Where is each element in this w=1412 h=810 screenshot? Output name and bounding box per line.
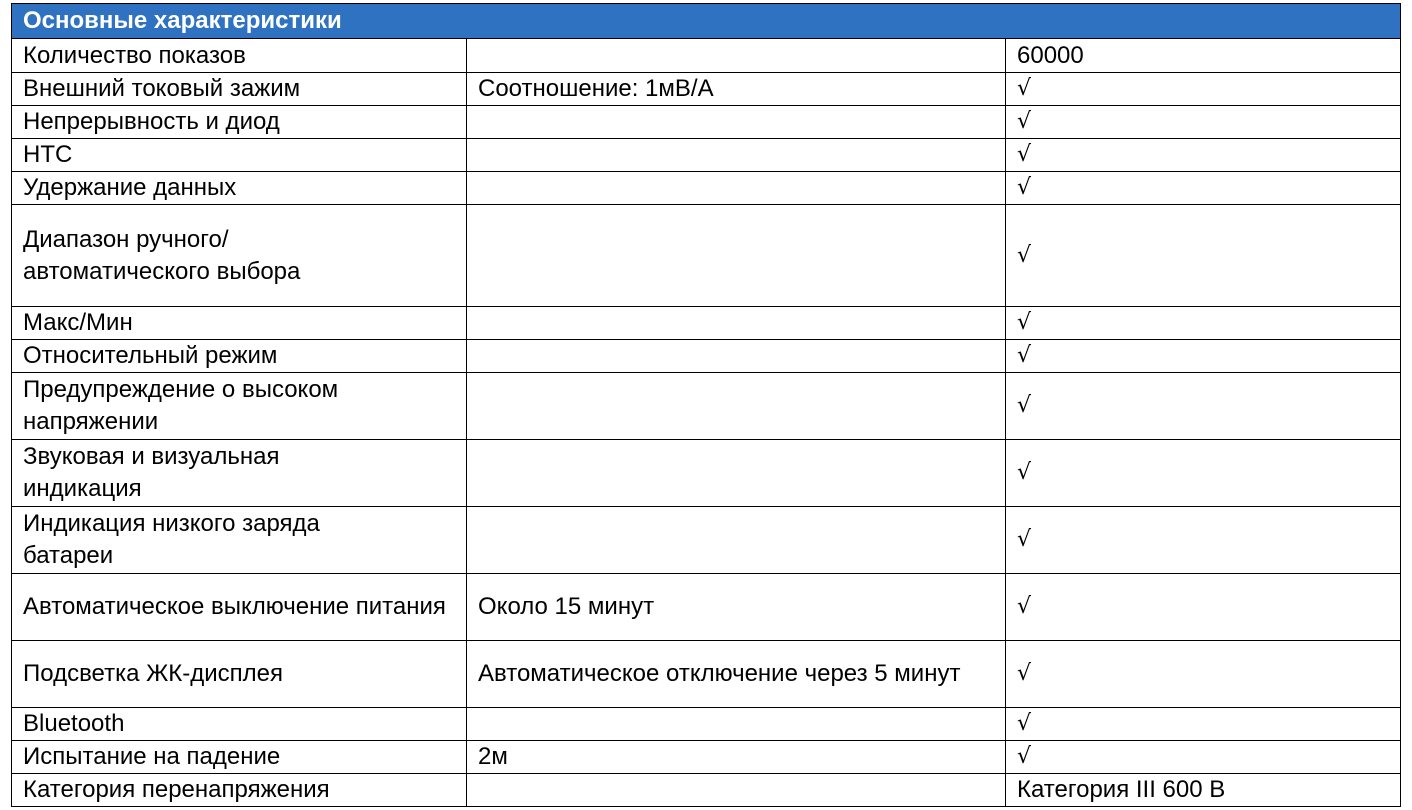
detail-cell xyxy=(467,205,1006,307)
table-header-row xyxy=(12,4,1401,39)
detail-cell xyxy=(467,106,1006,139)
table-row xyxy=(12,574,1401,641)
feature-cell: Подсветка ЖК-дисплея xyxy=(12,641,467,708)
check-mark-cell: √ xyxy=(1006,172,1401,205)
check-mark-cell: √ xyxy=(1006,574,1401,641)
detail-cell xyxy=(467,139,1006,172)
detail-cell xyxy=(467,774,1006,807)
feature-cell: Макс/Мин xyxy=(12,307,467,340)
table-row xyxy=(12,39,1401,73)
feature-cell: Относительный режим xyxy=(12,340,467,373)
check-mark-cell: √ xyxy=(1006,507,1401,574)
detail-cell xyxy=(467,39,1006,73)
check-mark-cell: √ xyxy=(1006,139,1401,172)
feature-cell: НТС xyxy=(12,139,467,172)
check-mark-cell: √ xyxy=(1006,373,1401,440)
feature-cell: Bluetooth xyxy=(12,708,467,741)
detail-cell xyxy=(467,507,1006,574)
detail-cell xyxy=(467,440,1006,507)
check-mark-cell: √ xyxy=(1006,440,1401,507)
table-row xyxy=(12,774,1401,807)
feature-cell: Внешний токовый зажим xyxy=(12,73,467,106)
detail-cell xyxy=(467,172,1006,205)
detail-cell: Около 15 минут xyxy=(467,574,1006,641)
table-row xyxy=(12,73,1401,106)
table-row xyxy=(12,106,1401,139)
feature-cell: Предупреждение о высоком напряжении xyxy=(12,373,467,440)
check-mark-cell: √ xyxy=(1006,307,1401,340)
feature-cell: Звуковая и визуальная индикация xyxy=(12,440,467,507)
value-cell: 60000 xyxy=(1006,39,1401,73)
feature-cell: Непрерывность и диод xyxy=(12,106,467,139)
table-row xyxy=(12,340,1401,373)
table-row xyxy=(12,373,1401,440)
table-row xyxy=(12,641,1401,708)
feature-cell: Количество показов xyxy=(12,39,467,73)
detail-cell: 2м xyxy=(467,741,1006,774)
check-mark-cell: √ xyxy=(1006,741,1401,774)
feature-cell: Индикация низкого заряда батареи xyxy=(12,507,467,574)
table-row xyxy=(12,507,1401,574)
feature-cell: Категория перенапряжения xyxy=(12,774,467,807)
value-cell: Категория III 600 В xyxy=(1006,774,1401,807)
feature-cell: Диапазон ручного/автоматического выбора xyxy=(12,205,467,307)
detail-cell: Соотношение: 1мВ/А xyxy=(467,73,1006,106)
feature-cell: Удержание данных xyxy=(12,172,467,205)
table-row xyxy=(12,440,1401,507)
table-row xyxy=(12,139,1401,172)
detail-cell xyxy=(467,708,1006,741)
detail-cell xyxy=(467,307,1006,340)
table-row xyxy=(12,741,1401,774)
table-row xyxy=(12,307,1401,340)
check-mark-cell: √ xyxy=(1006,708,1401,741)
detail-cell xyxy=(467,340,1006,373)
check-mark-cell: √ xyxy=(1006,641,1401,708)
check-mark-cell: √ xyxy=(1006,106,1401,139)
feature-cell: Автоматическое выключение питания xyxy=(12,574,467,641)
table-title: Основные характеристики xyxy=(12,4,1401,39)
table-row xyxy=(12,172,1401,205)
table-row xyxy=(12,708,1401,741)
feature-cell: Испытание на падение xyxy=(12,741,467,774)
table-row xyxy=(12,205,1401,307)
detail-cell: Автоматическое отключение через 5 минут xyxy=(467,641,1006,708)
check-mark-cell: √ xyxy=(1006,73,1401,106)
spec-sheet xyxy=(11,3,1400,807)
specifications-table xyxy=(11,3,1401,807)
detail-cell xyxy=(467,373,1006,440)
check-mark-cell: √ xyxy=(1006,340,1401,373)
check-mark-cell: √ xyxy=(1006,205,1401,307)
